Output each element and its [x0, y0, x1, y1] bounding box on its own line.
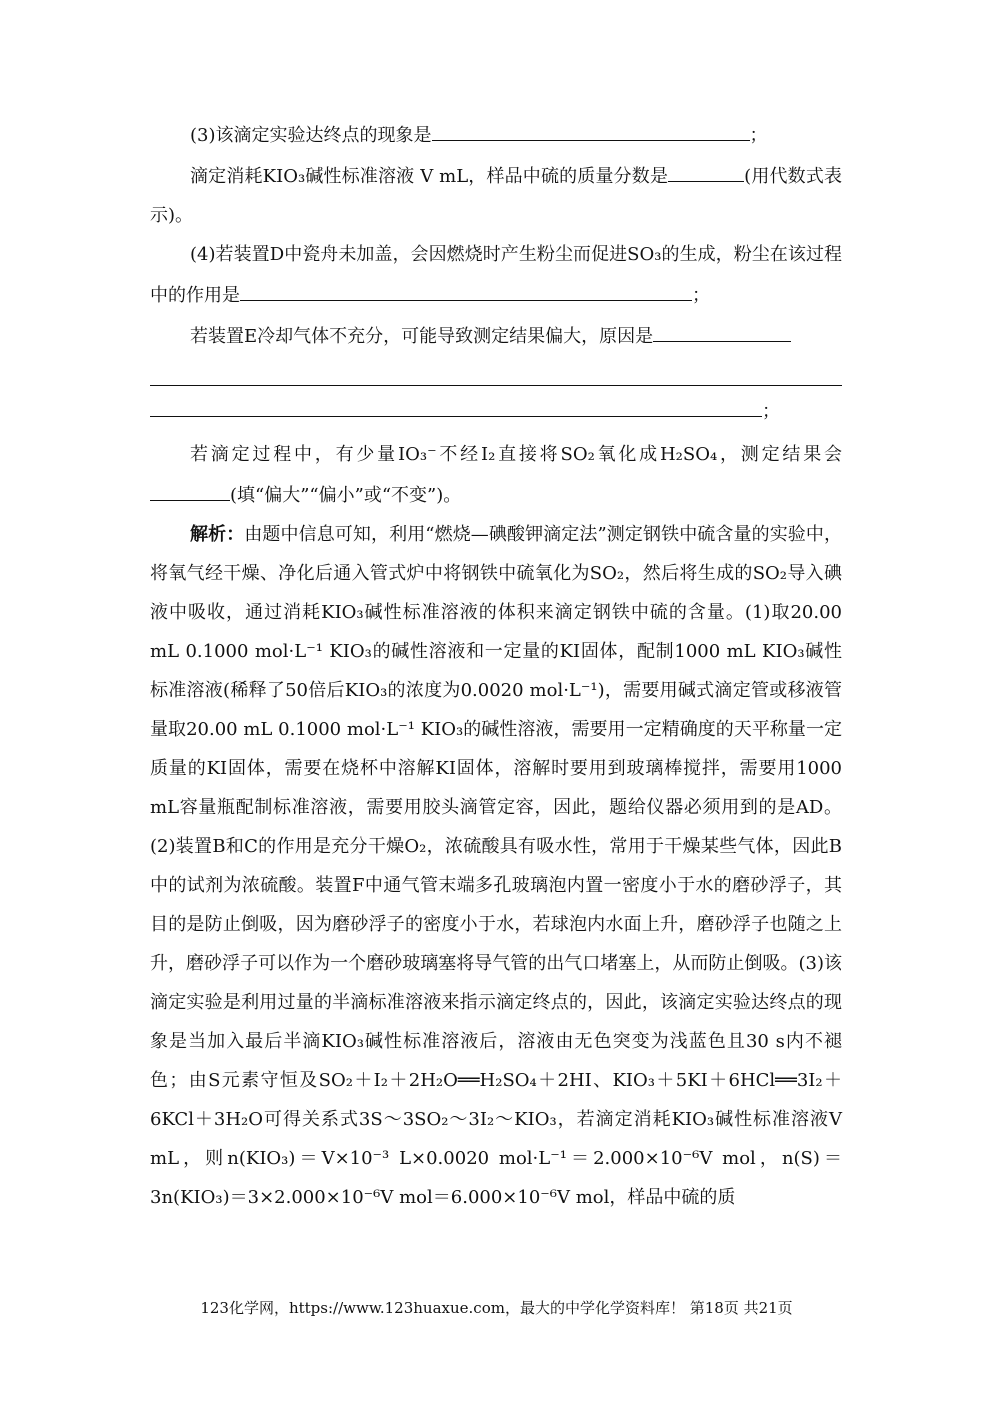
- page-footer: 123化学网，https://www.123huaxue.com，最大的中学化学资料库！ 第18页 共21页: [200, 1299, 793, 1317]
- semicolon: ；: [692, 285, 710, 306]
- q3-mass-fraction-suffix: (用代数式表示)。: [150, 166, 842, 226]
- answer-blank-q4-cooling-reason-end: [150, 390, 762, 417]
- q3-phenomenon-text: (3)该滴定实验达终点的现象是: [190, 125, 432, 146]
- analysis-text: 由题中信息可知，利用“燃烧—碘酸钾滴定法”测定钢铁中硫含量的实验中，将氧气经干燥、净化后通入管式炉中将钢铁中硫氧化为SO₂，然后将生成的SO₂导入碘液中吸收，通过消耗KIO₃碱性标准溶液的体积来滴定钢铁中硫的含量。(1)取20.00 mL 0.1000 mol·L⁻¹ KIO₃的碱性溶液和一定量的KI固体，配制1000 mL KIO₃碱性标准溶液(稀释了50倍后KIO₃的浓度为0.0020 mol·L⁻¹)，需要用碱式滴定管或移液管量取20.00 mL 0.1000 mol·L⁻¹ KIO₃的碱性溶液，需要用一定精确度的天平称量一定质量的KI固体，需要在烧杯中溶解KI固体，溶解时要用到玻璃棒搅拌，需要用1000 mL容量瓶配制标准溶液，需要用胶头滴管定容，因此，题给仪器必须用到的是AD。(2)装置B和C的作用是充分干燥O₂，浓硫酸具有吸水性，常用于干燥某些气体，因此B中的试剂为浓硫酸。装置F中通气管末端多孔玻璃泡内置一密度小于水的磨砂浮子，其目的是防止倒吸，因为磨砂浮子的密度小于水，若球泡内水面上升，磨砂浮子也随之上升，磨砂浮子可以作为一个磨砂玻璃塞将导气管的出气口堵塞上，从而防止倒吸。(3)该滴定实验是利用过量的半滴标准溶液来指示滴定终点的，因此，该滴定实验达终点的现象是当加入最后半滴KIO₃碱性标准溶液后，溶液由无色突变为浅蓝色且30 s内不褪色；由S元素守恒及SO₂＋I₂＋2H₂O══H₂SO₄＋2HI、KIO₃＋5KI＋6HCl══3I₂＋6KCl＋3H₂O可得关系式3S～3SO₂～3I₂～KIO₃，若滴定消耗KIO₃碱性标准溶液V mL，则n(KIO₃)＝V×10⁻³ L×0.0020 mol·L⁻¹＝2.000×10⁻⁶V mol，n(S)＝3n(KIO₃)＝3×2.000×10⁻⁶V mol＝6.000×10⁻⁶V mol，样品中硫的质: [150, 524, 843, 1208]
- answer-blank-q4-cooling-reason: [653, 315, 791, 342]
- semicolon: ；: [749, 125, 768, 146]
- answer-blank-q4-io3-effect: [150, 474, 230, 501]
- question-4-io3-effect: [150, 435, 842, 515]
- answer-blank-q3-mass-fraction: [668, 155, 744, 182]
- document-body: [150, 114, 842, 1217]
- answer-line-full: [150, 356, 842, 386]
- question-3-phenomenon: [150, 114, 842, 155]
- answer-blank-q4-dust-role: [240, 274, 692, 301]
- q4-dust-text: (4)若装置D中瓷舟未加盖，会因燃烧时产生粉尘而促进SO₃的生成，粉尘在该过程中的作用是: [150, 244, 842, 306]
- question-4-cooling-reason: [150, 315, 842, 356]
- analysis-label: 解析：: [190, 524, 245, 545]
- q4-io3-text: 若滴定过程中，有少量IO₃⁻不经I₂直接将SO₂氧化成H₂SO₄，测定结果会: [190, 444, 842, 465]
- q4-cooling-text: 若装置E冷却气体不充分，可能导致测定结果偏大，原因是: [190, 326, 654, 347]
- analysis-paragraph: [150, 515, 842, 1217]
- answer-blank-q3-phenomenon: [432, 114, 750, 141]
- question-4-cooling-reason-cont: [150, 390, 842, 431]
- q3-mass-fraction-text: 滴定消耗KIO₃碱性标准溶液 V mL，样品中硫的质量分数是: [190, 166, 669, 187]
- question-3-mass-fraction: [150, 155, 842, 235]
- q4-io3-suffix: (填“偏大”“偏小”或“不变”)。: [230, 485, 462, 506]
- semicolon: ；: [762, 401, 780, 422]
- question-4-dust-role: [150, 235, 842, 315]
